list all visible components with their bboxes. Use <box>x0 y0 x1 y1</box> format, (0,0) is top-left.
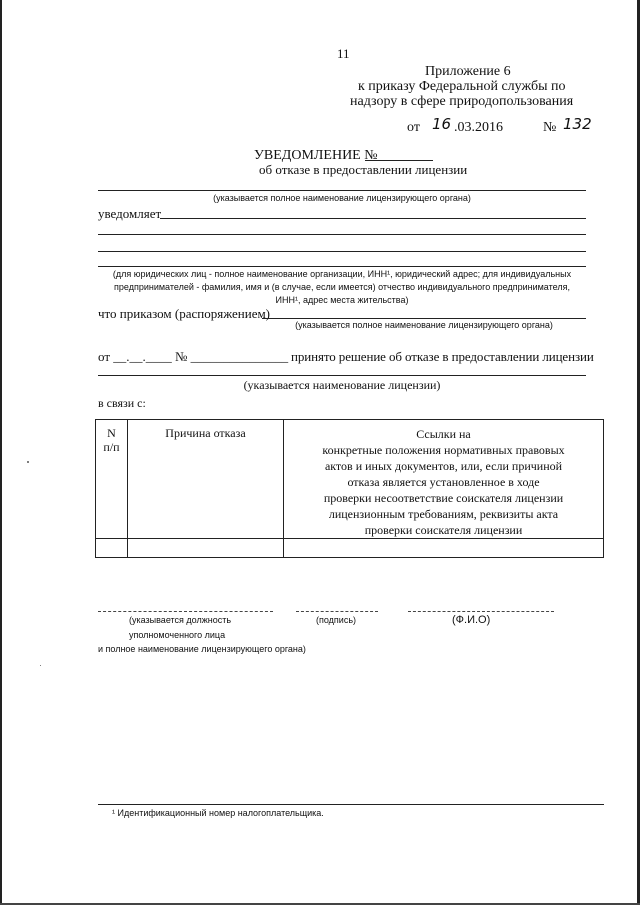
position-hint-2: уполномоченного лица <box>129 630 226 640</box>
notifies-line-3 <box>98 251 586 252</box>
scan-edge-left <box>0 0 2 905</box>
order-hint: (указывается полное наименование лицензирующего органа) <box>295 320 553 330</box>
table-cell-reason <box>128 539 284 558</box>
table-header-row <box>96 420 604 539</box>
applicant-hint <box>98 268 586 307</box>
signature-hint: (подпись) <box>316 615 357 625</box>
name-line <box>408 611 554 612</box>
in-connection-label: в связи с: <box>98 396 146 410</box>
licensing-body-line <box>98 190 586 191</box>
order-label: что приказом (распоряжением) <box>98 306 271 321</box>
notifies-line-4 <box>98 266 586 267</box>
position-hint-1: (указывается должность <box>129 615 232 625</box>
appendix-date-rest: .03.2016 <box>454 120 503 135</box>
col-reason-header <box>128 420 284 539</box>
col-refs-line-6: лицензионным требованиям, реквизиты акта <box>328 507 559 521</box>
applicant-hint-line-3: ИНН¹, адрес места жительства) <box>275 295 409 305</box>
decision-date-line: от __.__.____ № _______________ <box>98 349 289 364</box>
col-refs-line-4: отказа является установленное в ходе <box>347 475 540 489</box>
col-refs-line-5: проверки несоответствие соискателя лицензии <box>323 491 564 505</box>
position-hint-3: и полное наименование лицензирующего органа) <box>98 644 306 654</box>
notice-number-line <box>365 160 433 161</box>
table-row <box>96 539 604 558</box>
appendix-line-3: надзору в сфере природопользования <box>350 94 574 109</box>
scan-speck <box>40 665 41 666</box>
appendix-date-prefix: от <box>407 120 420 135</box>
col-number-label-2: п/п <box>103 440 120 454</box>
col-refs-header <box>284 420 604 539</box>
col-reason-label: Причина отказа <box>165 426 246 440</box>
notifies-line-1 <box>160 218 586 219</box>
col-number-label-1: N <box>107 426 116 440</box>
table-cell-refs <box>284 539 604 558</box>
col-refs-line-7: проверки соискателя лицензии <box>364 523 523 537</box>
col-number-header <box>96 420 128 539</box>
footnote: ¹ Идентификационный номер налогоплательщика. <box>112 808 324 818</box>
col-refs-line-2: конкретные положения нормативных правовых <box>322 443 565 457</box>
position-line <box>98 611 273 612</box>
decision-text: принято решение об отказе в предоставлении лицензии <box>291 349 594 364</box>
scan-speck <box>27 461 29 463</box>
appendix-number-value: 132 <box>563 115 592 133</box>
order-line <box>262 318 586 319</box>
reasons-table <box>95 419 604 558</box>
notice-title: УВЕДОМЛЕНИЕ № <box>254 148 378 163</box>
appendix-line-2: к приказу Федеральной службы по <box>358 79 566 94</box>
notifies-label: уведомляет <box>98 206 162 221</box>
appendix-date-day: 16 <box>432 115 452 133</box>
table-cell-number <box>96 539 128 558</box>
footnote-separator <box>98 804 604 805</box>
notice-subtitle: об отказе в предоставлении лицензии <box>259 162 468 177</box>
licensing-body-hint: (указывается полное наименование лицензирующего органа) <box>213 193 471 203</box>
notifies-line-2 <box>98 234 586 235</box>
col-refs-line-3: актов и иных документов, или, если причиной <box>324 459 563 473</box>
name-hint: (Ф.И.О) <box>452 614 491 626</box>
license-name-line <box>98 375 586 376</box>
appendix-number-label: № <box>543 120 557 135</box>
col-refs-line-1: Ссылки на <box>416 427 471 441</box>
applicant-hint-line-1: (для юридических лиц - полное наименование организации, ИНН¹, юридический адрес; для индивидуальных <box>112 269 572 279</box>
license-hint: (указывается наименование лицензии) <box>243 378 441 392</box>
appendix-title: Приложение 6 <box>425 64 511 79</box>
signature-line <box>296 611 378 612</box>
page-number: 11 <box>337 46 350 61</box>
applicant-hint-line-2: предпринимателей - фамилия, имя и (в случае, если имеется) отчество индивидуального предпринимателя, <box>114 282 570 292</box>
